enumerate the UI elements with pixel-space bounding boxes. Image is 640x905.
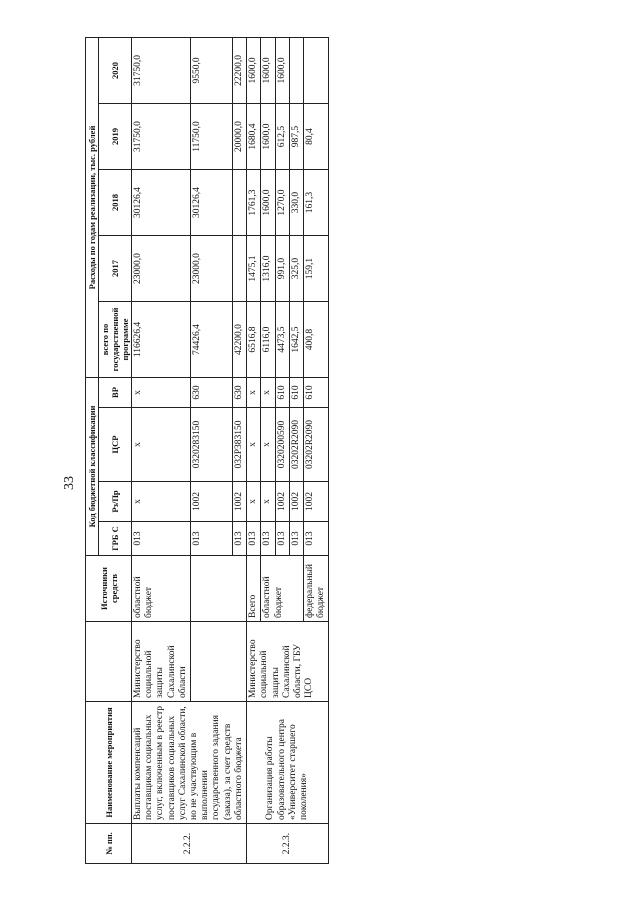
row-number: 2.2.3. xyxy=(247,824,329,864)
cell-2017: 23000,0 xyxy=(132,236,191,302)
cell-csr: 0320283150 xyxy=(191,408,233,482)
cell-2020 xyxy=(303,37,328,103)
executor: Министерство социальной защиты Сахалинской области xyxy=(132,622,191,702)
cell-rzpr: 1002 xyxy=(232,482,246,522)
funding-source: Всего xyxy=(247,556,261,622)
cell-2018: 1600,0 xyxy=(261,170,275,236)
cell-2019: 31750,0 xyxy=(132,104,191,170)
cell-grbs: 013 xyxy=(261,522,275,556)
cell-2020: 22200,0 xyxy=(232,37,246,103)
header-2018: 2018 xyxy=(99,170,132,236)
cell-2020: 1600,0 xyxy=(261,37,275,103)
cell-total: 4473,5 xyxy=(275,302,289,378)
header-2019: 2019 xyxy=(99,104,132,170)
table-row xyxy=(247,37,261,863)
cell-2017: 991,0 xyxy=(275,236,289,302)
cell-total: 42200,0 xyxy=(232,302,246,378)
cell-rzpr: 1002 xyxy=(191,482,233,522)
cell-csr: x xyxy=(247,408,261,482)
cell-2017: 325,0 xyxy=(289,236,303,302)
rotated-sheet xyxy=(85,38,385,864)
cell-total: 1642,5 xyxy=(289,302,303,378)
header-rzpr: Рз/Пр xyxy=(99,482,132,522)
cell-csr: 032Р383150 xyxy=(232,408,246,482)
cell-vr: x xyxy=(261,378,275,408)
funding-source-empty xyxy=(191,556,247,622)
cell-rzpr: x xyxy=(261,482,275,522)
cell-2017: 1316,0 xyxy=(261,236,275,302)
measure-name: Организация работы образовательного центра «Университет старшего поколения» xyxy=(247,702,329,824)
cell-total: 6116,0 xyxy=(261,302,275,378)
executor-empty xyxy=(191,622,247,702)
cell-2018: 30126,4 xyxy=(132,170,191,236)
cell-2019: 612,5 xyxy=(275,104,289,170)
cell-grbs: 013 xyxy=(275,522,289,556)
cell-total: 116626,4 xyxy=(132,302,191,378)
header-budget-code: Код бюджетной классификации xyxy=(86,378,99,556)
cell-2018: 30126,4 xyxy=(191,170,233,236)
header-num: № пп. xyxy=(86,824,132,864)
cell-csr: 03202R2090 xyxy=(303,408,328,482)
cell-rzpr: x xyxy=(132,482,191,522)
cell-2019: 1680,4 xyxy=(247,104,261,170)
cell-2020: 1600,0 xyxy=(275,37,289,103)
header-total: всего по государственной программе xyxy=(99,302,132,378)
cell-rzpr: 1002 xyxy=(303,482,328,522)
cell-2018: 1270,0 xyxy=(275,170,289,236)
funding-source: областной бюджет xyxy=(132,556,191,622)
cell-2018 xyxy=(232,170,246,236)
header-vr: ВР xyxy=(99,378,132,408)
cell-vr: 610 xyxy=(289,378,303,408)
cell-2020 xyxy=(289,37,303,103)
header-grbs: ГРБ С xyxy=(99,522,132,556)
cell-total: 6516,8 xyxy=(247,302,261,378)
funding-source: федеральный бюджет xyxy=(303,556,328,622)
cell-csr: 0320200590 xyxy=(275,408,289,482)
cell-2019: 987,5 xyxy=(289,104,303,170)
cell-vr: x xyxy=(132,378,191,408)
cell-vr: 630 xyxy=(232,378,246,408)
cell-2017: 159,1 xyxy=(303,236,328,302)
cell-2017 xyxy=(232,236,246,302)
cell-2019: 1600,0 xyxy=(261,104,275,170)
cell-2019: 11750,0 xyxy=(191,104,233,170)
table-row xyxy=(132,37,191,863)
cell-grbs: 013 xyxy=(132,522,191,556)
cell-2018: 161,3 xyxy=(303,170,328,236)
cell-csr: x xyxy=(132,408,191,482)
header-row-1 xyxy=(86,37,99,863)
cell-2018: 1761,3 xyxy=(247,170,261,236)
cell-2018: 330,0 xyxy=(289,170,303,236)
header-2020: 2020 xyxy=(99,37,132,103)
cell-2017: 23000,0 xyxy=(191,236,233,302)
row-number: 2.2.2. xyxy=(132,824,247,864)
cell-vr: 630 xyxy=(191,378,233,408)
cell-2019: 80,4 xyxy=(303,104,328,170)
cell-2020: 9550,0 xyxy=(191,37,233,103)
cell-grbs: 013 xyxy=(289,522,303,556)
cell-rzpr: 1002 xyxy=(289,482,303,522)
program-budget-table xyxy=(85,37,329,864)
header-expenses: Расходы по годам реализации, тыс. рублей xyxy=(86,37,99,377)
header-2017: 2017 xyxy=(99,236,132,302)
cell-grbs: 013 xyxy=(191,522,233,556)
header-csr: ЦСР xyxy=(99,408,132,482)
cell-grbs: 013 xyxy=(247,522,261,556)
funding-source: областной бюджет xyxy=(261,556,304,622)
cell-rzpr: 1002 xyxy=(275,482,289,522)
cell-vr: 610 xyxy=(275,378,289,408)
cell-2020: 31750,0 xyxy=(132,37,191,103)
page-number: 33 xyxy=(62,476,77,490)
cell-csr: 03202R2090 xyxy=(289,408,303,482)
cell-vr: 610 xyxy=(303,378,328,408)
cell-total: 74426,4 xyxy=(191,302,233,378)
cell-2019: 20000,0 xyxy=(232,104,246,170)
measure-name: Выплаты компенсаций поставщикам социальных услуг, включенным в реестр поставщиков социальных услуг Сахалинской области, но не участвующим в выполнении государственного задания (заказа), за счет средств областного бюджета xyxy=(132,702,247,824)
header-source: Источники средств xyxy=(86,556,132,622)
cell-rzpr: x xyxy=(247,482,261,522)
cell-2020: 1600,0 xyxy=(247,37,261,103)
cell-vr: x xyxy=(247,378,261,408)
cell-2017: 1475,1 xyxy=(247,236,261,302)
cell-grbs: 013 xyxy=(303,522,328,556)
executor: Министерство социальной защиты Сахалинской области, ГБУ ЦСО xyxy=(247,622,329,702)
header-name: Наименование мероприятия xyxy=(86,702,132,824)
cell-csr: x xyxy=(261,408,275,482)
cell-grbs: 013 xyxy=(232,522,246,556)
cell-total: 400,8 xyxy=(303,302,328,378)
header-executor xyxy=(86,622,132,702)
